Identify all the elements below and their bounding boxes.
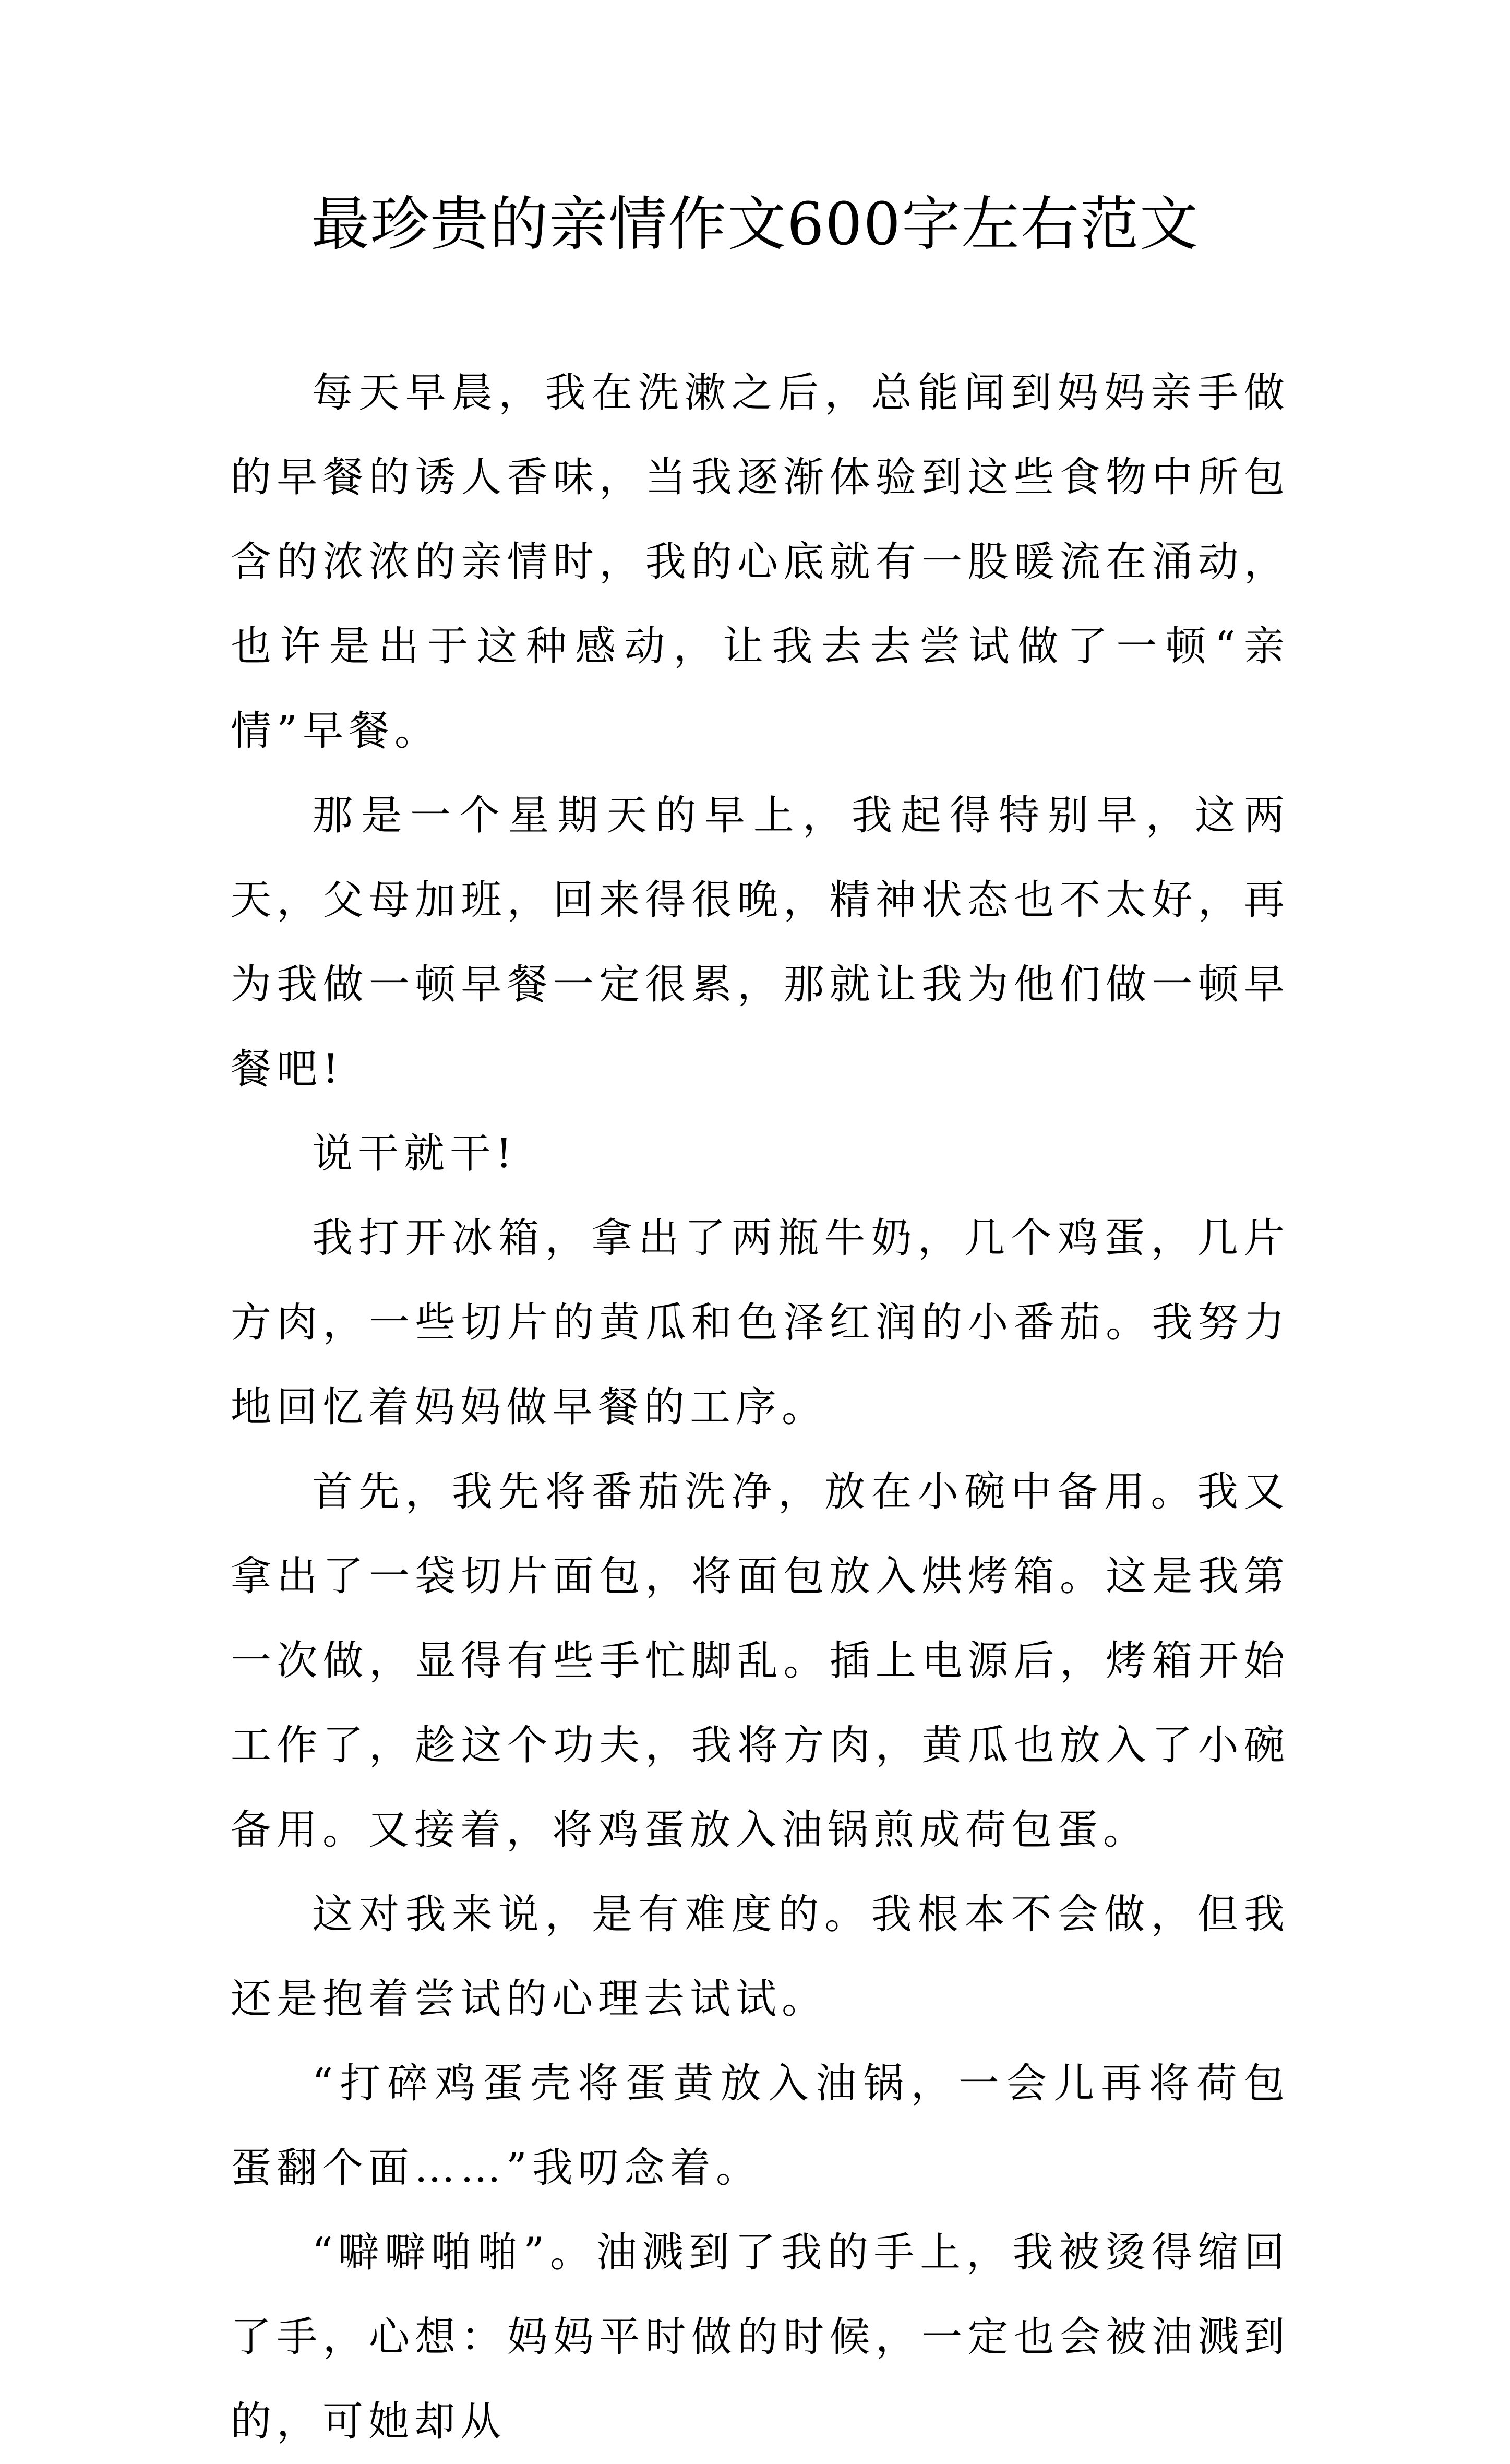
document-title: 最珍贵的亲情作文600字左右范文 [311,190,1199,258]
paragraph: “打碎鸡蛋壳将蛋黄放入油锅，一会儿再将荷包蛋翻个面……”我叨念着。 [231,2060,1290,2192]
paragraph: 那是一个星期天的早上，我起得特别早，这两天，父母加班，回来得很晚，精神状态也不太好，再为我做一顿早餐一定很累，那就让我为他们做一顿早餐吧! [231,792,1290,1093]
paragraph: 这对我来说，是有难度的。我根本不会做，但我还是抱着尝试的心理去试试。 [231,1891,1290,2023]
paragraph: “噼噼啪啪”。油溅到了我的手上，我被烫得缩回了手，心想：妈妈平时做的时候，一定也会被油溅到的，可她却从 [231,2229,1290,2445]
paragraph: 每天早晨，我在洗漱之后，总能闻到妈妈亲手做的早餐的诱人香味，当我逐渐体验到这些食物中所包含的浓浓的亲情时，我的心底就有一股暖流在涌动，也许是出于这种感动，让我去去尝试做了一顿“亲情”早餐。 [231,369,1290,755]
paragraph: 首先，我先将番茄洗净，放在小碗中备用。我又拿出了一袋切片面包，将面包放入烘烤箱。这是我第一次做，显得有些手忙脚乱。插上电源后，烤箱开始工作了，趁这个功夫，我将方肉，黄瓜也放入了小碗备用。又接着，将鸡蛋放入油锅煎成荷包蛋。 [231,1468,1290,1853]
paragraph: 我打开冰箱，拿出了两瓶牛奶，几个鸡蛋，几片方肉，一些切片的黄瓜和色泽红润的小番茄。我努力地回忆着妈妈做早餐的工序。 [231,1215,1290,1431]
paragraph: 说干就干! [312,1130,518,1177]
document-body [231,351,1290,2464]
